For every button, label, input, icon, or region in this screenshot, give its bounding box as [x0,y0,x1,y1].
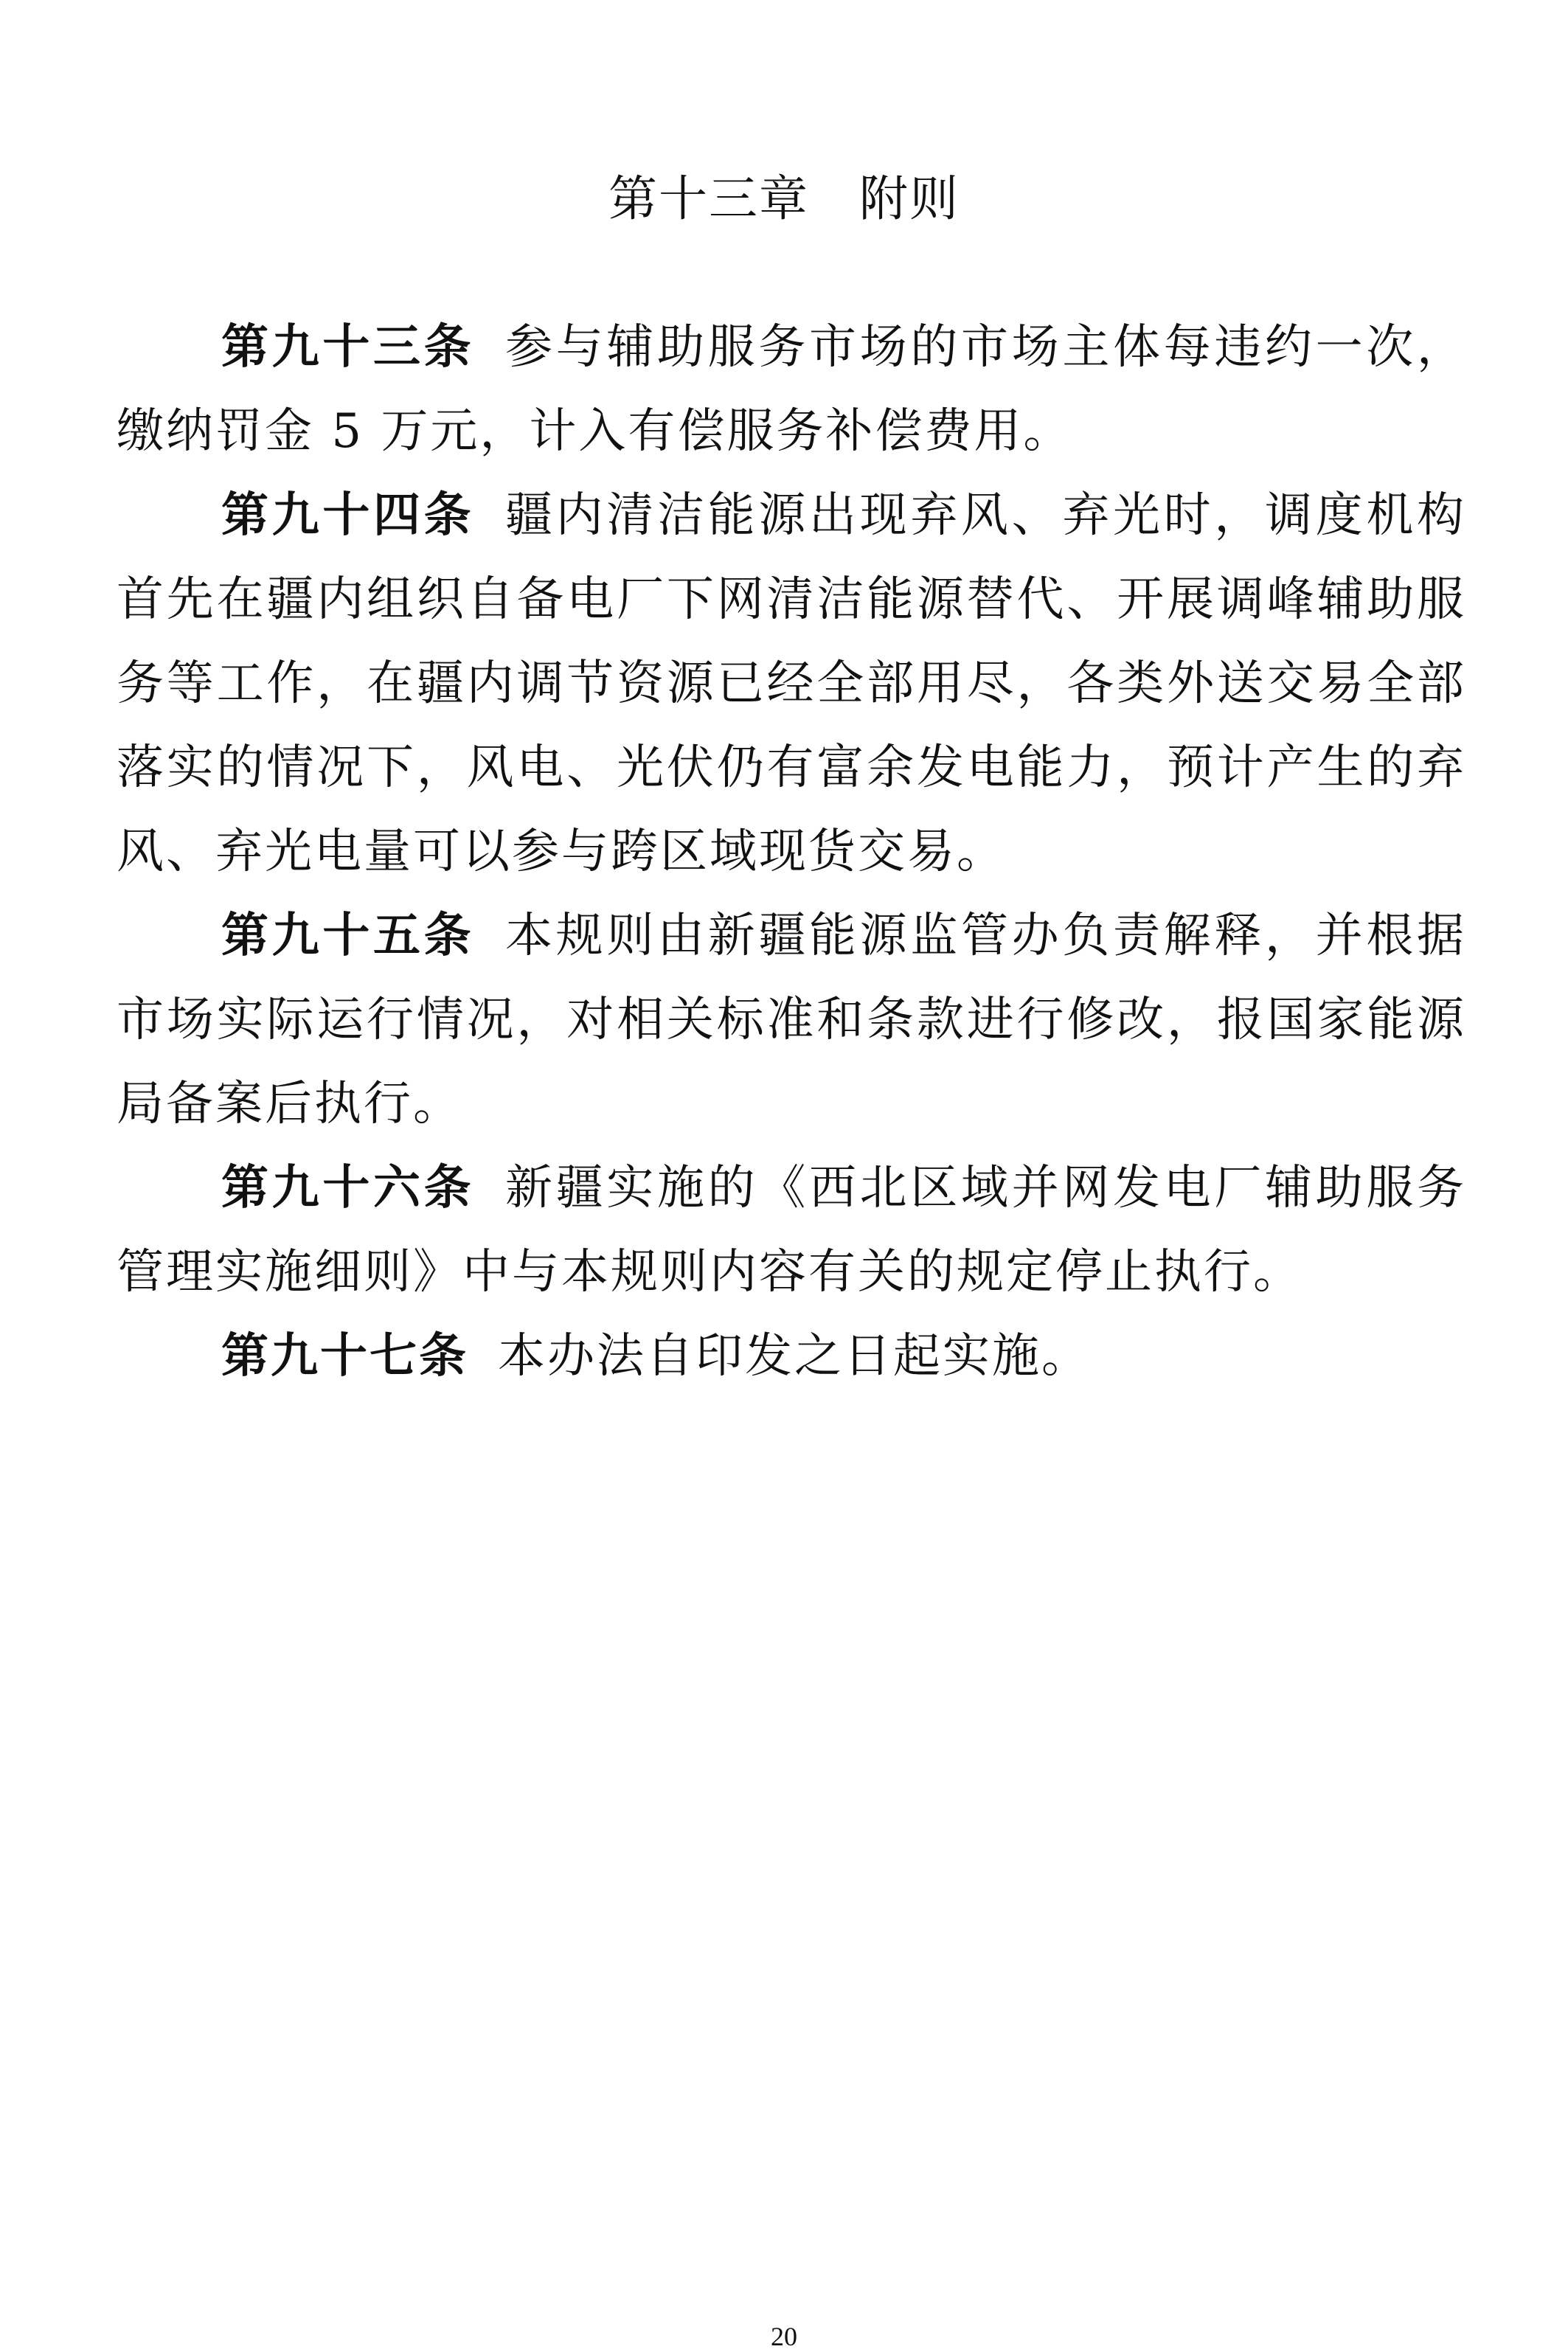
article-text: 参与辅助服务市场的市场主体每违约一次，缴纳罚金 5 万元，计入有偿服务补偿费用。 [117,320,1467,459]
article-text: 疆内清洁能源出现弃风、弃光时，调度机构首先在疆内组织自备电厂下网清洁能源替代、开展调峰辅助服务等工作，在疆内调节资源已经全部用尽，各类外送交易全部落实的情况下，风电、光伏仍有富余发电能力，预计产生的弃风、弃光电量可以参与跨区域现货交易。 [117,488,1467,879]
article-96 [117,1146,1466,1314]
article-text: 本办法自印发之日起实施。 [498,1329,1091,1384]
article-text: 新疆实施的《西北区域并网发电厂辅助服务管理实施细则》中与本规则内容有关的规定停止执行。 [117,1161,1467,1300]
article-number: 第九十七条 [221,1328,468,1384]
article-text: 本规则由新疆能源监管办负责解释，并根据市场实际运行情况，对相关标准和条款进行修改，报国家能源局备案后执行。 [117,909,1467,1131]
article-number: 第九十四条 [221,488,475,543]
article-number: 第九十三条 [221,319,475,375]
article-94 [117,473,1466,894]
article-97 [117,1314,1466,1398]
article-number: 第九十五条 [221,908,475,963]
document-body [117,305,1466,1398]
article-95 [117,894,1466,1146]
page-number: 20 [771,2322,797,2351]
article-number: 第九十六条 [221,1160,475,1215]
article-93 [117,305,1466,473]
chapter-title: 第十三章 附则 [608,170,960,227]
